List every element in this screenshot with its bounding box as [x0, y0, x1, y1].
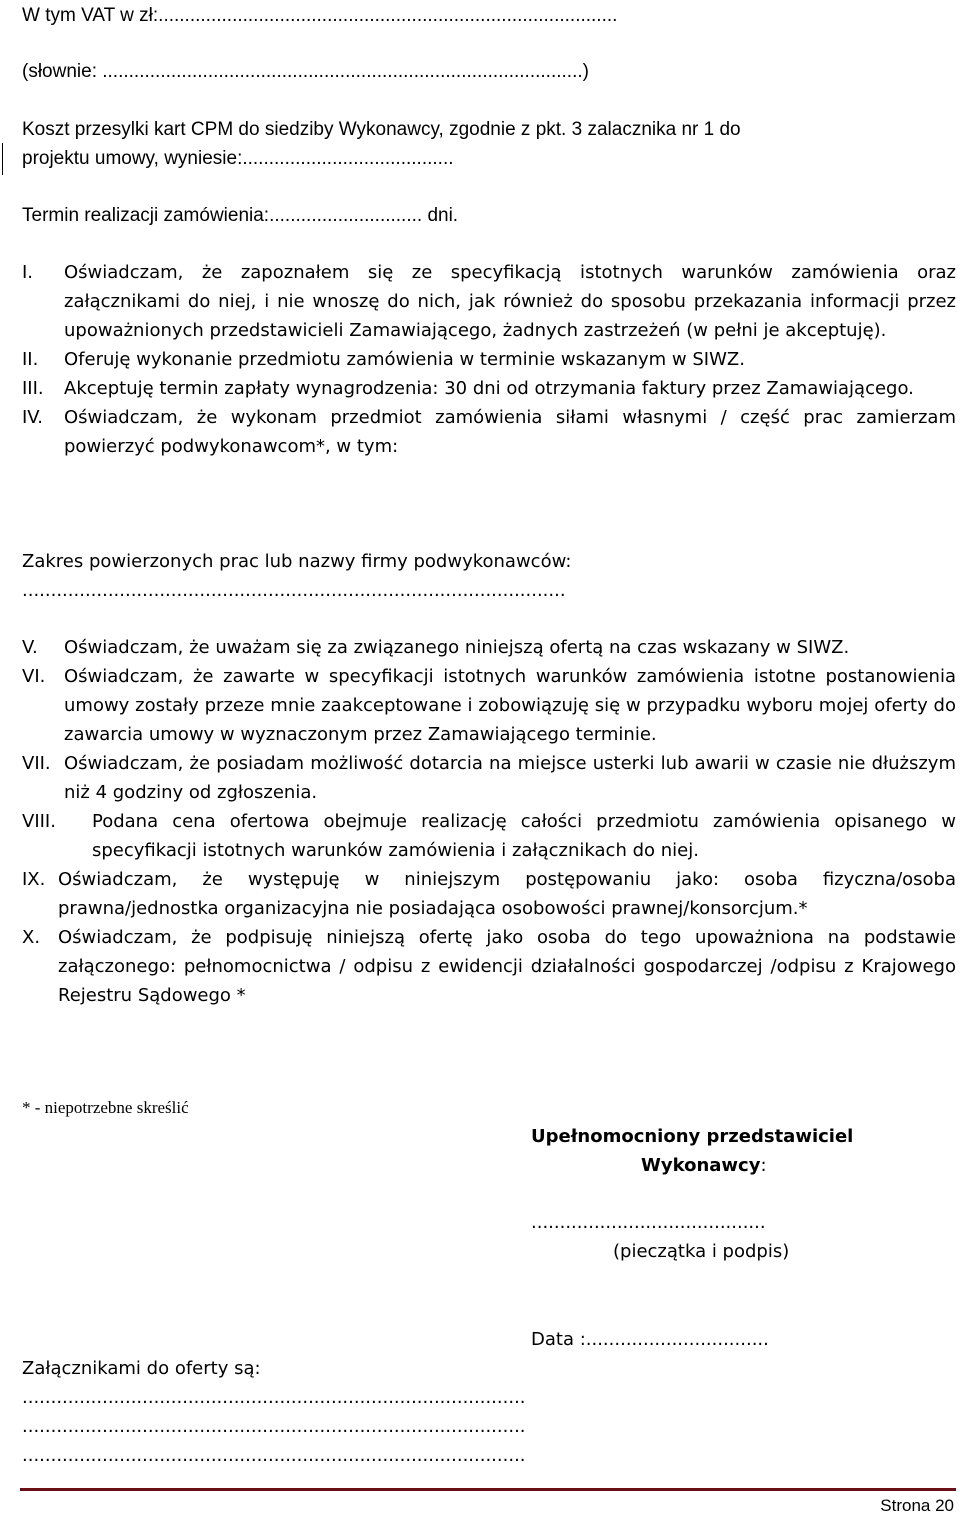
declarations-list-2	[22, 633, 956, 1010]
signature-line: .........................................	[531, 1212, 766, 1233]
declaration-text: Oświadczam, że występuję w niniejszym postępowaniu jako: osoba fizyczna/osoba prawna/jednostka organizacyjna nie posiadająca osobowości prawnej/konsorcjum.*	[58, 869, 956, 919]
declaration-number: X.	[22, 927, 41, 948]
signature-subtitle-text: Wykonawcy	[641, 1155, 761, 1176]
declaration-text: Oświadczam, że zawarte w specyfikacji istotnych warunków zamówienia istotne postanowienia umowy zostały przeze mnie zaakceptowane i zobowiązuję się w przypadku wyboru mojej oferty do zawarcia umowy w wyznaczonym przez Zamawiającego terminie.	[64, 666, 956, 745]
declaration-number: IX.	[22, 869, 46, 890]
attachment-line: ........................................................................................	[22, 1445, 526, 1466]
declaration-text: Podana cena ofertowa obejmuje realizację całości przedmiotu zamówienia opisanego w specyfikacji istotnych warunków zamówienia i załącznikach do niej.	[92, 811, 956, 861]
subcontract-dots: ...............................................................................................	[22, 580, 566, 601]
amount-in-words-line: (słownie: ...........................................................................................)	[22, 61, 589, 82]
footer-rule	[20, 1488, 956, 1491]
attachment-line: ........................................................................................	[22, 1387, 526, 1408]
declaration-number: II.	[22, 349, 39, 370]
declarations-list-1	[22, 258, 956, 461]
declaration-item	[22, 633, 956, 662]
declaration-item	[22, 345, 956, 374]
attachments-label: Załącznikami do oferty są:	[22, 1358, 261, 1379]
shipping-cost-line: Koszt przesylki kart CPM do siedziby Wykonawcy, zgodnie z pkt. 3 zalacznika nr 1 do	[22, 119, 741, 140]
declaration-item	[22, 807, 956, 865]
declaration-number: VIII.	[22, 811, 56, 832]
declaration-item	[22, 662, 956, 749]
declaration-text: Oferuję wykonanie przedmiotu zamówienia w terminie wskazanym w SIWZ.	[64, 349, 745, 370]
declaration-number: IV.	[22, 407, 44, 428]
vat-line: W tym VAT w zł:.......................................................................................	[22, 5, 618, 26]
declaration-number: VII.	[22, 753, 51, 774]
declaration-text: Oświadczam, że zapoznałem się ze specyfikacją istotnych warunków zamówienia oraz załącznikami do niej, i nie wnoszę do nich, jak również do sposobu przekazania informacji przez upoważnionych przedstawicieli Zamawiającego, żadnych zastrzeżeń (w pełni je akceptuję).	[64, 262, 956, 341]
footnote: * - niepotrzebne skreślić	[22, 1098, 189, 1117]
declaration-text: Oświadczam, że posiadam możliwość dotarcia na miejsce usterki lub awarii w czasie nie dłuższym niż 4 godziny od zgłoszenia.	[64, 753, 956, 803]
declaration-item	[22, 749, 956, 807]
change-bar	[2, 143, 3, 175]
declaration-text: Oświadczam, że wykonam przedmiot zamówienia siłami własnymi / część prac zamierzam powierzyć podwykonawcom*, w tym:	[64, 407, 956, 457]
declaration-text: Oświadczam, że podpisuję niniejszą ofertę jako osoba do tego upoważniona na podstawie załączonego: pełnomocnictwa / odpisu z ewidencji działalności gospodarczej /odpisu z Krajowego Rejestru Sądowego *	[58, 927, 956, 1006]
shipping-cost-line-2: projektu umowy, wyniesie:........................................	[22, 148, 454, 169]
declaration-number: I.	[22, 262, 34, 283]
signature-subtitle-colon: :	[760, 1155, 767, 1176]
declaration-item	[22, 258, 956, 345]
declaration-item	[22, 403, 956, 461]
declaration-item	[22, 374, 956, 403]
signature-subtitle	[641, 1151, 767, 1180]
page-number: Strona 20	[880, 1496, 954, 1515]
declaration-item	[22, 923, 956, 1010]
declaration-number: III.	[22, 378, 44, 399]
completion-term-line: Termin realizacji zamówienia:............................. dni.	[22, 205, 459, 226]
declaration-number: V.	[22, 637, 38, 658]
subcontract-label: Zakres powierzonych prac lub nazwy firmy podwykonawców:	[22, 551, 572, 572]
declaration-text: Akceptuję termin zapłaty wynagrodzenia: 30 dni od otrzymania faktury przez Zamawiającego.	[64, 378, 914, 399]
signature-title: Upełnomocniony przedstawiciel	[531, 1126, 854, 1147]
attachment-line: ........................................................................................	[22, 1416, 526, 1437]
declaration-item	[22, 865, 956, 923]
declaration-text: Oświadczam, że uważam się za związanego niniejszą ofertą na czas wskazany w SIWZ.	[64, 637, 850, 658]
signature-caption: (pieczątka i podpis)	[613, 1241, 790, 1262]
date-field: Data :................................	[531, 1329, 769, 1350]
declaration-number: VI.	[22, 666, 46, 687]
